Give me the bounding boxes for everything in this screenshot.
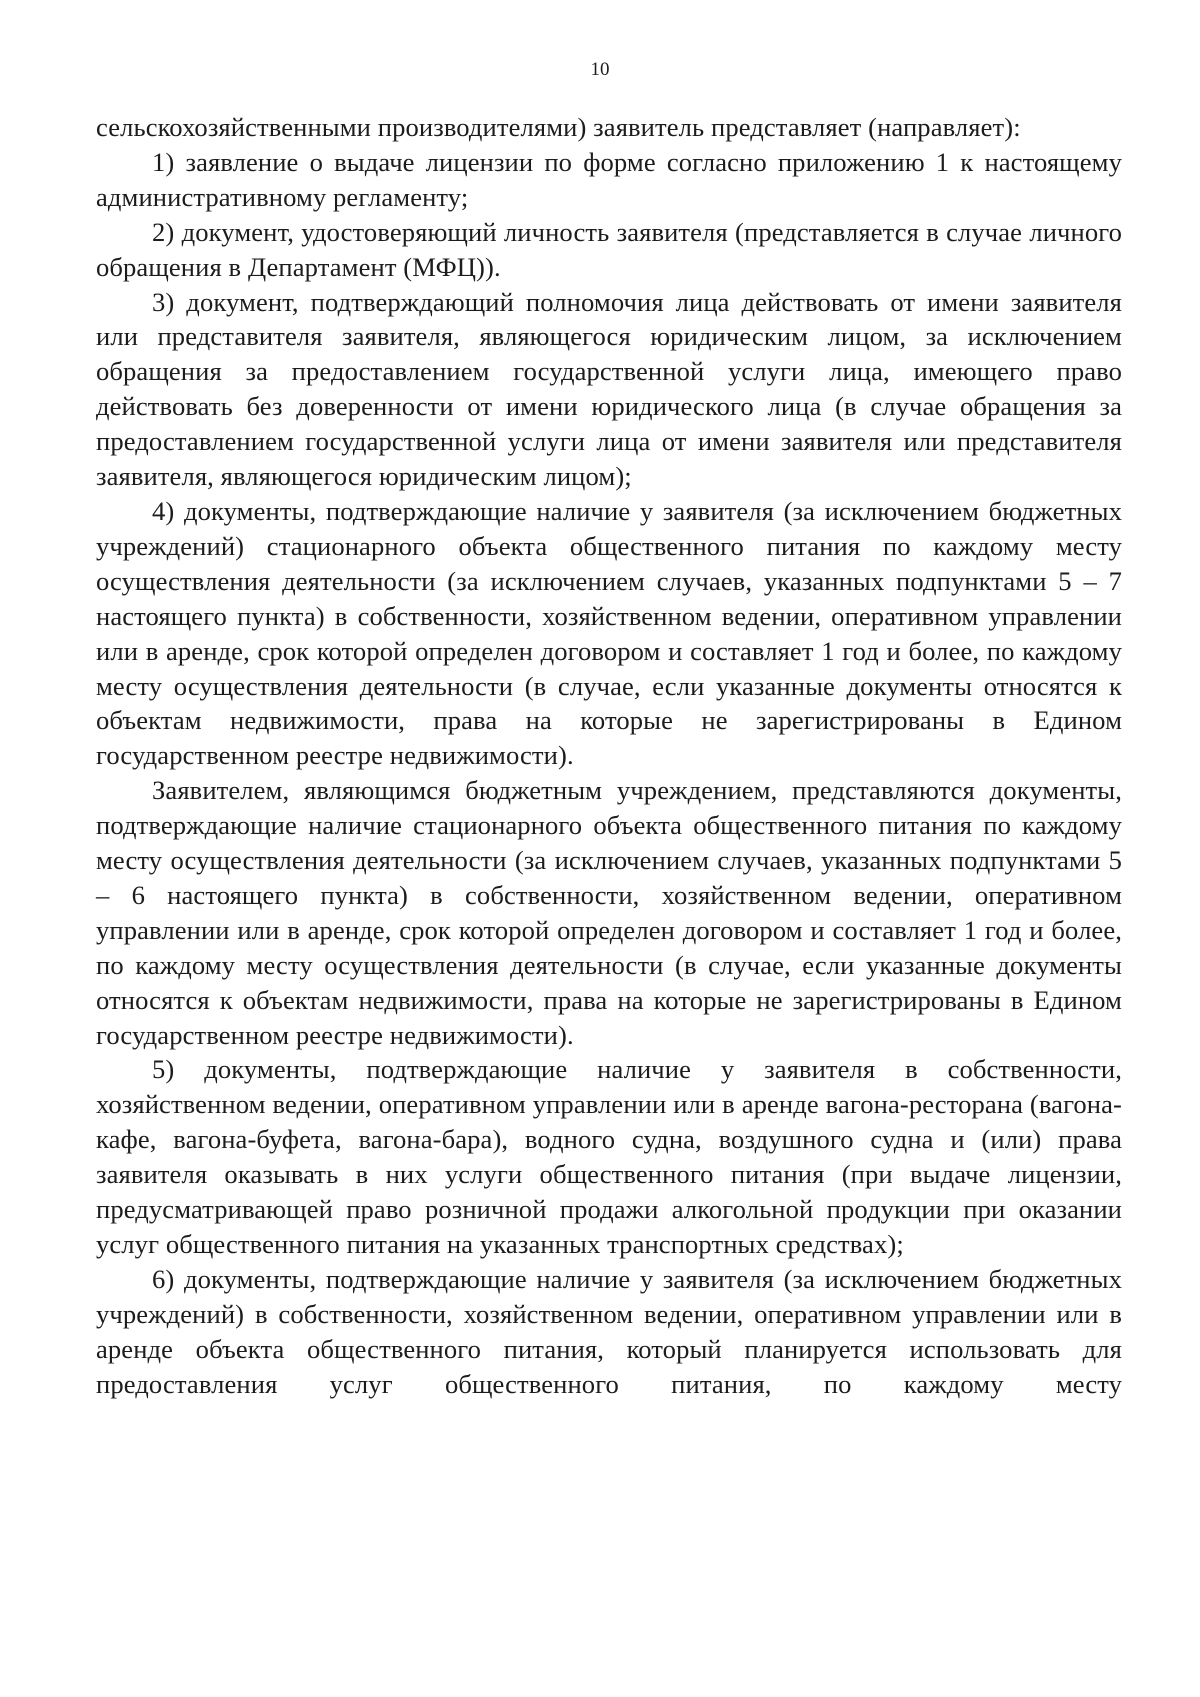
paragraph-item-6: 6) документы, подтверждающие наличие у заявителя (за исключением бюджетных учреждений) в собственности, хозяйственном ведении, оперативном управлении или в аренде объекта общественного питания, который планируется использовать для предоставления услуг общественного питания, по каждому месту [96, 1263, 1122, 1399]
paragraph-budget-institution: Заявителем, являющимся бюджетным учреждением, представляются документы, подтверждающие наличие стационарного объекта общественного питания по каждому месту осуществления деятельности (за исключением случаев, указанных подпунктами 5 – 6 настоящего пункта) в собственности, хозяйственном ведении, оперативном управлении или в аренде, срок которой определен договором и составляет 1 год и более, по каждому месту осуществления деятельности (в случае, если указанные документы относятся к объектам недвижимости, права на которые не зарегистрированы в Едином государственном реестре недвижимости). [96, 775, 1122, 1050]
document-body [96, 110, 1122, 1402]
paragraph-item-1: 1) заявление о выдаче лицензии по форме согласно приложению 1 к настоящему административному регламенту; [96, 146, 1122, 212]
paragraph-item-2: 2) документ, удостоверяющий личность заявителя (представляется в случае личного обращения в Департамент (МФЦ)). [96, 216, 1122, 282]
paragraph-item-5: 5) документы, подтверждающие наличие у заявителя в собственности, хозяйственном ведении, оперативном управлении или в аренде вагона-ресторана (вагона-кафе, вагона-буфета, вагона-бара), водного судна, воздушного судна и (или) права заявителя оказывать в них услуги общественного питания (при выдаче лицензии, предусматривающей право розничной продажи алкогольной продукции при оказании услуг общественного питания на указанных транспортных средствах); [96, 1054, 1122, 1259]
paragraph-item-4: 4) документы, подтверждающие наличие у заявителя (за исключением бюджетных учреждений) стационарного объекта общественного питания по каждому месту осуществления деятельности (за исключением случаев, указанных подпунктами 5 – 7 настоящего пункта) в собственности, хозяйственном ведении, оперативном управлении или в аренде, срок которой определен договором и составляет 1 год и более, по каждому месту осуществления деятельности (в случае, если указанные документы относятся к объектам недвижимости, права на которые не зарегистрированы в Едином государственном реестре недвижимости). [96, 495, 1122, 771]
page-number: 10 [590, 59, 610, 80]
paragraph-item-3: 3) документ, подтверждающий полномочия лица действовать от имени заявителя или представителя заявителя, являющегося юридическим лицом, за исключением обращения за предоставлением государственной услуги лица, имеющего право действовать без доверенности от имени юридического лица (в случае обращения за предоставлением государственной услуги лица от имени заявителя или представителя заявителя, являющегося юридическим лицом); [96, 286, 1122, 492]
paragraph-continuation: сельскохозяйственными производителями) заявитель представляет (направляет): [96, 112, 1021, 142]
